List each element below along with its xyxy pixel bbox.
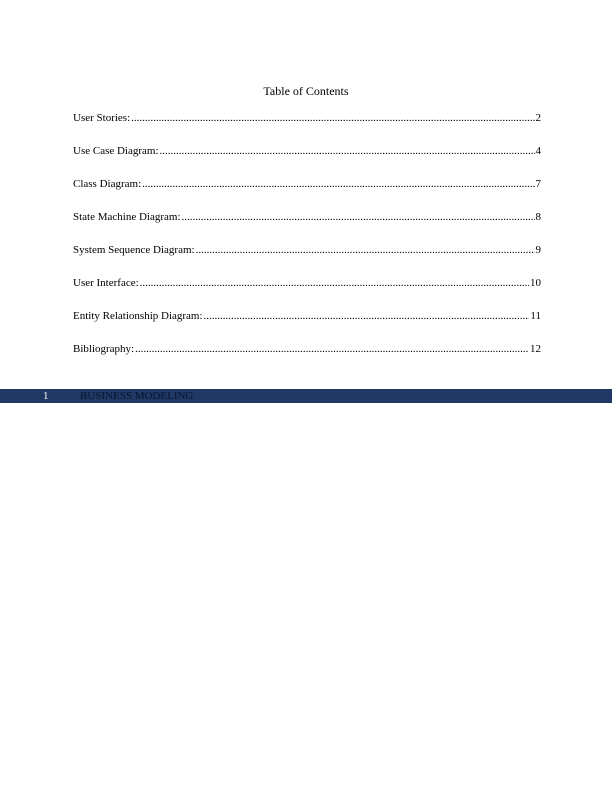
toc-entry-entity-relationship-diagram[interactable] (73, 309, 541, 342)
footer-page-number: 1 (43, 390, 49, 402)
page-footer-bar (0, 389, 612, 403)
toc-entry-page: 9 (535, 244, 541, 256)
toc-title: Table of Contents (263, 84, 349, 98)
toc-entry-page: 12 (530, 343, 541, 355)
toc-entry-label: Class Diagram: (73, 178, 142, 190)
toc-dot-leader (131, 111, 534, 125)
toc-list (73, 111, 541, 375)
toc-entry-label: User Interface: (73, 277, 139, 289)
toc-dot-leader (140, 276, 529, 290)
toc-dot-leader (142, 177, 534, 191)
footer-running-title: BUSINESS MODELING (80, 390, 194, 402)
toc-entry-label: Use Case Diagram: (73, 145, 159, 157)
toc-entry-label: Bibliography: (73, 343, 135, 355)
toc-entry-label: State Machine Diagram: (73, 211, 181, 223)
toc-entry-label: User Stories: (73, 112, 131, 124)
toc-entry-page: 4 (535, 145, 541, 157)
toc-entry-class-diagram[interactable] (73, 177, 541, 210)
toc-entry-bibliography[interactable] (73, 342, 541, 375)
toc-dot-leader (204, 309, 530, 323)
toc-dot-leader (182, 210, 535, 224)
toc-dot-leader (135, 342, 529, 356)
toc-entry-page: 10 (530, 277, 541, 289)
toc-entry-label: Entity Relationship Diagram: (73, 310, 203, 322)
toc-entry-system-sequence-diagram[interactable] (73, 243, 541, 276)
toc-entry-use-case-diagram[interactable] (73, 144, 541, 177)
toc-entry-user-stories[interactable] (73, 111, 541, 144)
toc-dot-leader (160, 144, 535, 158)
toc-entry-page: 2 (535, 112, 541, 124)
toc-entry-page: 7 (535, 178, 541, 190)
toc-entry-page: 8 (535, 211, 541, 223)
toc-entry-label: System Sequence Diagram: (73, 244, 195, 256)
toc-dot-leader (196, 243, 535, 257)
toc-entry-page: 11 (530, 310, 541, 322)
toc-entry-user-interface[interactable] (73, 276, 541, 309)
toc-entry-state-machine-diagram[interactable] (73, 210, 541, 243)
